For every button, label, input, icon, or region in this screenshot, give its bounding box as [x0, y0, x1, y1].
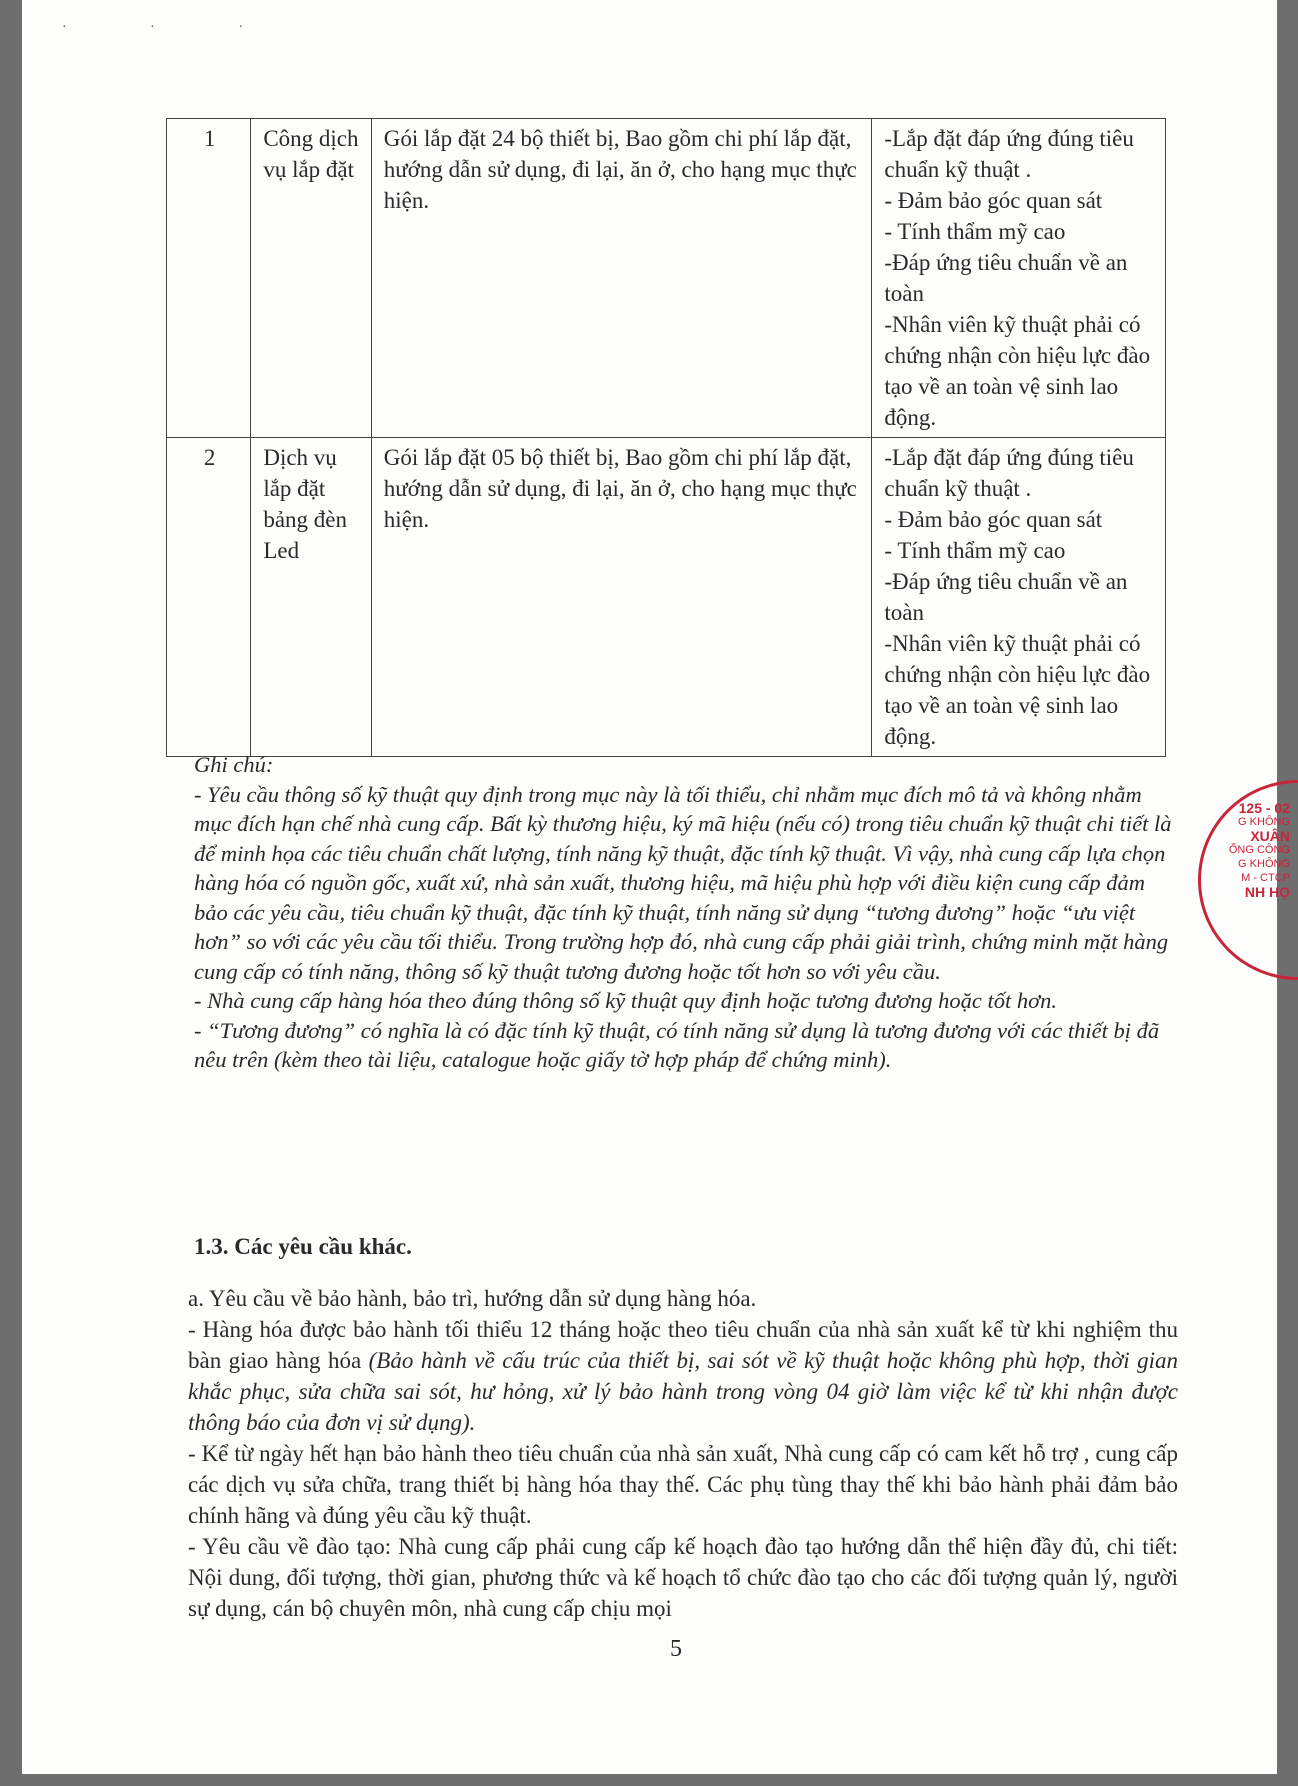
note-title: Ghi chú:: [194, 752, 274, 777]
section-body: [188, 1283, 1178, 1624]
section-heading: 1.3. Các yêu cầu khác.: [194, 1234, 412, 1259]
requirement-line: -Lắp đặt đáp ứng đúng tiêu chuẩn kỹ thuật .: [884, 126, 1134, 182]
item-description: Gói lắp đặt 24 bộ thiết bị, Bao gồm chi phí lắp đặt, hướng dẫn sử dụng, đi lại, ăn ở, cho hạng mục thực hiện.: [371, 119, 872, 438]
body-paragraph: - Kể từ ngày hết hạn bảo hành theo tiêu chuẩn của nhà sản xuất, Nhà cung cấp có cam kết hỗ trợ , cung cấp các dịch vụ sửa chữa, trang thiết bị hàng hóa thay thế. Các phụ tùng thay thế khi bảo hành phải đảm bảo chính hãng và đúng yêu cầu kỹ thuật.: [188, 1441, 1178, 1528]
warranty-text: - Hàng hóa được bảo hành tối thiểu 12 tháng hoặc theo tiêu chuẩn của nhà sản xuất kể từ khi nghiệm thu bàn giao hàng hóa: [188, 1317, 1178, 1373]
requirement-line: -Đáp ứng tiêu chuẩn về an toàn: [884, 250, 1128, 306]
warranty-detail: (Bảo hành về cấu trúc của thiết bị, sai sót về kỹ thuật hoặc không phù hợp, thời gian khắc phục, sửa chữa sai sót, hư hỏng, xử lý bảo hành trong vòng 04 giờ làm việc kể từ khi nhận được thông báo của đơn vị sử dụng).: [188, 1348, 1178, 1435]
note-block: [194, 750, 1184, 1075]
row-number: 1: [167, 119, 251, 438]
requirement-line: -Lắp đặt đáp ứng đúng tiêu chuẩn kỹ thuật .: [884, 445, 1134, 501]
document-page: [22, 0, 1277, 1774]
note-paragraph: - “Tương đương” có nghĩa là có đặc tính kỹ thuật, có tính năng sử dụng là tương đương với các thiết bị đã nêu trên (kèm theo tài liệu, catalogue hoặc giấy tờ hợp pháp để chứng minh).: [194, 1017, 1160, 1072]
item-name: Dịch vụ lắp đặt bảng đèn Led: [251, 438, 371, 757]
requirement-line: - Đảm bảo góc quan sát: [884, 188, 1103, 213]
note-paragraph: - Yêu cầu thông số kỹ thuật quy định trong mục này là tối thiểu, chỉ nhằm mục đích mô tả và không nhằm mục đích hạn chế nhà cung cấp. Bất kỳ thương hiệu, ký mã hiệu (nếu có) trong tiêu chuẩn kỹ thuật chi tiết là để minh họa các tiêu chuẩn chất lượng, tính năng kỹ thuật, đặc tính kỹ thuật. Vì vậy, nhà cung cấp lựa chọn hàng hóa có nguồn gốc, xuất xứ, nhà sản xuất, thương hiệu, mã hiệu phù hợp với điều kiện cung cấp đảm bảo các yêu cầu, tiêu chuẩn kỹ thuật, đặc tính kỹ thuật, tính năng sử dụng “tương đương” hoặc “ưu việt hơn” so với các yêu cầu tối thiểu. Trong trường hợp đó, nhà cung cấp phải giải trình, chứng minh mặt hàng cung cấp có tính năng, thông số kỹ thuật tương đương hoặc tốt hơn so với yêu cầu.: [194, 781, 1172, 984]
row-number: 2: [167, 438, 251, 757]
red-seal-stamp: 125 - 02 G KHÔNG XUÂN ỐNG CÔNG G KHÔNG M - CTCP NH HỌ: [1198, 780, 1298, 980]
body-paragraph: a. Yêu cầu về bảo hành, bảo trì, hướng dẫn sử dụng hàng hóa.: [188, 1286, 757, 1311]
note-paragraph: - Nhà cung cấp hàng hóa theo đúng thông số kỹ thuật quy định hoặc tương đương hoặc tốt hơn.: [194, 988, 1057, 1013]
requirement-line: - Tính thẩm mỹ cao: [884, 538, 1066, 563]
body-paragraph: [188, 1314, 1178, 1438]
item-name: Công dịch vụ lắp đặt: [251, 119, 371, 438]
table-row: [167, 119, 1166, 438]
requirement-line: - Đảm bảo góc quan sát: [884, 507, 1103, 532]
scan-specks: · · ·: [62, 20, 283, 35]
requirement-line: -Đáp ứng tiêu chuẩn về an toàn: [884, 569, 1128, 625]
requirement-line: - Tính thẩm mỹ cao: [884, 219, 1066, 244]
body-paragraph: - Yêu cầu về đào tạo: Nhà cung cấp phải cung cấp kế hoạch đào tạo hướng dẫn thể hiện đầy đủ, chi tiết: Nội dung, đối tượng, thời gian, phương thức và kế hoạch tổ chức đào tạo cho các đối tượng quản lý, người sự dụng, cán bộ chuyên môn, nhà cung cấp chịu mọi: [188, 1534, 1178, 1621]
spec-table: [166, 118, 1166, 757]
item-requirements: [872, 119, 1166, 438]
page-number: 5: [670, 1636, 682, 1662]
requirement-line: -Nhân viên kỹ thuật phải có chứng nhận còn hiệu lực đào tạo về an toàn vệ sinh lao động.: [884, 312, 1151, 430]
requirement-line: -Nhân viên kỹ thuật phải có chứng nhận còn hiệu lực đào tạo về an toàn vệ sinh lao động.: [884, 631, 1151, 749]
item-requirements: [872, 438, 1166, 757]
item-description: Gói lắp đặt 05 bộ thiết bị, Bao gồm chi phí lắp đặt, hướng dẫn sử dụng, đi lại, ăn ở, cho hạng mục thực hiện.: [371, 438, 872, 757]
table-row: [167, 438, 1166, 757]
